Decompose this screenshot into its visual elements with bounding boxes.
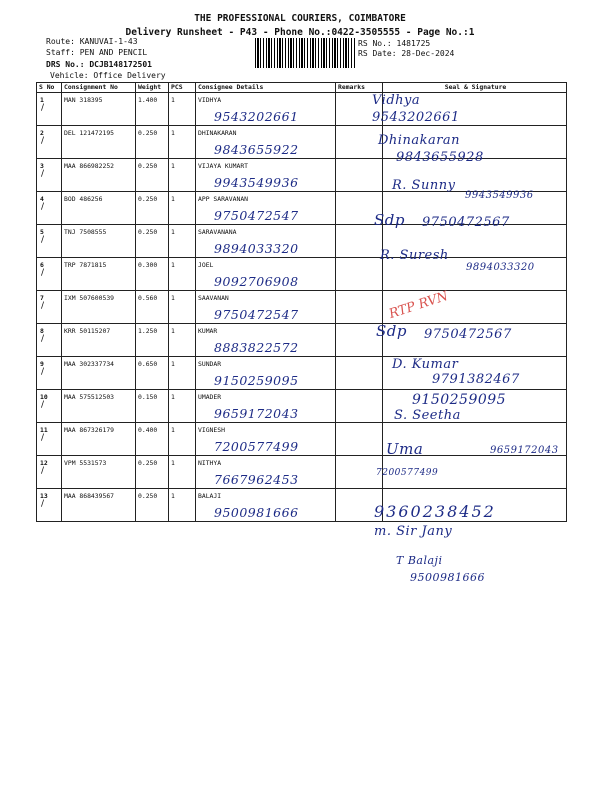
- row-weight: 0.150: [138, 393, 158, 401]
- row-remarks: [336, 390, 383, 423]
- signature-13: T Balaji: [396, 554, 443, 567]
- row-remarks: [336, 357, 383, 390]
- signature-1: Vidhya: [372, 93, 421, 108]
- runsheet-table: [36, 82, 567, 522]
- route-label: Route: KANUVAI-1-43: [46, 37, 138, 46]
- signature-2-phone: 9843655928: [396, 150, 484, 165]
- row-consignee: VIDHYA: [198, 96, 222, 104]
- row-consignee: JOEL: [198, 261, 214, 269]
- rs-number: RS No.: 1481725: [358, 39, 431, 48]
- row-consignment: MAA 867326179: [64, 426, 115, 434]
- signature-10-phone: 9659172043: [490, 445, 559, 456]
- row-consignment: MAA 868439567: [64, 492, 115, 500]
- tick-mark: /: [41, 169, 45, 179]
- row-consignee: SAAVANAN: [198, 294, 229, 302]
- tick-mark: /: [41, 301, 45, 311]
- handwritten-phone: 9543202661: [214, 109, 299, 124]
- handwritten-phone: 7200577499: [214, 439, 299, 454]
- staff-label: Staff: PEN AND PENCIL: [46, 48, 148, 57]
- barcode: [255, 38, 355, 68]
- table-row: [37, 159, 567, 192]
- row-remarks: [336, 159, 383, 192]
- row-sno: 12: [40, 459, 48, 467]
- row-pcs: 1: [171, 162, 175, 170]
- tick-mark: /: [41, 400, 45, 410]
- signature-9: S. Seetha: [394, 408, 461, 423]
- row-consignment: TNJ 7508555: [64, 228, 107, 236]
- table-row: [37, 423, 567, 456]
- vehicle-label: Vehicle: Office Delivery: [50, 71, 166, 80]
- row-weight: 1.400: [138, 96, 158, 104]
- col-signature: Seal & Signature: [383, 83, 567, 93]
- row-pcs: 1: [171, 459, 175, 467]
- signature-7: Sdp: [376, 322, 407, 340]
- rto-stamp: RTP RVN: [387, 288, 451, 323]
- row-weight: 1.250: [138, 327, 158, 335]
- row-consignment: MAA 302337734: [64, 360, 115, 368]
- signature-5: R. Suresh: [380, 248, 449, 263]
- tick-mark: /: [41, 268, 45, 278]
- handwritten-phone: 9150259095: [214, 373, 299, 388]
- row-sno: 11: [40, 426, 48, 434]
- row-pcs: 1: [171, 228, 175, 236]
- row-weight: 0.250: [138, 459, 158, 467]
- signature-8-phone: 9791382467: [432, 372, 520, 387]
- signature-11-phone: 7200577499: [376, 468, 439, 478]
- row-pcs: 1: [171, 327, 175, 335]
- handwritten-phone: 8883822572: [214, 340, 299, 355]
- row-consignment: MAA 866982252: [64, 162, 115, 170]
- row-consignment: KRR 50115207: [64, 327, 111, 335]
- row-sno: 8: [40, 327, 44, 335]
- row-consignee: APP SARAVANAN: [198, 195, 249, 203]
- row-sno: 9: [40, 360, 44, 368]
- tick-mark: /: [41, 499, 45, 509]
- tick-mark: /: [41, 136, 45, 146]
- row-sno: 4: [40, 195, 44, 203]
- row-remarks: [336, 423, 383, 456]
- tick-mark: /: [41, 367, 45, 377]
- row-remarks: [336, 258, 383, 291]
- row-consignee: UMADER: [198, 393, 222, 401]
- col-consignee: Consignee Details: [196, 83, 336, 93]
- rs-date: RS Date: 28-Dec-2024: [358, 49, 455, 58]
- col-weight: Weight: [136, 83, 169, 93]
- tick-mark: /: [41, 334, 45, 344]
- table-header-row: [37, 83, 567, 93]
- col-sno: S No: [37, 83, 62, 93]
- row-sno: 13: [40, 492, 48, 500]
- handwritten-phone: 9894033320: [214, 241, 299, 256]
- row-consignee: KUMAR: [198, 327, 218, 335]
- tick-mark: /: [41, 103, 45, 113]
- handwritten-phone: 9500981666: [214, 505, 299, 520]
- col-remarks: Remarks: [336, 83, 383, 93]
- row-pcs: 1: [171, 492, 175, 500]
- signature-12-phone: 9360238452: [374, 502, 496, 521]
- row-consignee: SUNDAR: [198, 360, 222, 368]
- row-consignment: TRP 7871815: [64, 261, 107, 269]
- row-pcs: 1: [171, 294, 175, 302]
- signature-8: D. Kumar: [392, 357, 459, 372]
- drs-number: DRS No.: DCJB148172501: [46, 60, 152, 69]
- row-consignee: DHINAKARAN: [198, 129, 237, 137]
- table-row: [37, 456, 567, 489]
- row-sno: 5: [40, 228, 44, 236]
- row-sno: 10: [40, 393, 48, 401]
- row-pcs: 1: [171, 426, 175, 434]
- table-row: [37, 291, 567, 324]
- signature-10: Uma: [386, 440, 424, 458]
- row-consignment: MAN 318395: [64, 96, 103, 104]
- handwritten-phone: 9750472547: [214, 307, 299, 322]
- table-row: [37, 93, 567, 126]
- row-consignment: MAA 575512503: [64, 393, 115, 401]
- row-pcs: 1: [171, 360, 175, 368]
- signature-3: R. Sunny: [392, 178, 456, 193]
- row-consignment: BOD 486256: [64, 195, 103, 203]
- row-consignee: NITHYA: [198, 459, 222, 467]
- row-weight: 0.250: [138, 129, 158, 137]
- row-sno: 2: [40, 129, 44, 137]
- signature-12: m. Sir Jany: [374, 524, 453, 539]
- row-weight: 0.400: [138, 426, 158, 434]
- signature-9-phone: 9150259095: [412, 392, 507, 408]
- row-consignment: VPM 5531573: [64, 459, 107, 467]
- signature-13-phone: 9500981666: [410, 571, 485, 584]
- row-remarks: [336, 291, 383, 324]
- row-pcs: 1: [171, 195, 175, 203]
- row-remarks: [336, 225, 383, 258]
- signature-1-phone: 9543202661: [372, 110, 460, 125]
- row-weight: 0.250: [138, 195, 158, 203]
- row-consignment: DEL 121472195: [64, 129, 115, 137]
- handwritten-phone: 9659172043: [214, 406, 299, 421]
- tick-mark: /: [41, 202, 45, 212]
- signature-4: Sdp: [374, 211, 405, 229]
- row-weight: 0.650: [138, 360, 158, 368]
- row-pcs: 1: [171, 129, 175, 137]
- row-consignee: SARAVANANA: [198, 228, 237, 236]
- handwritten-phone: 9092706908: [214, 274, 299, 289]
- row-pcs: 1: [171, 96, 175, 104]
- row-sno: 3: [40, 162, 44, 170]
- company-title: THE PROFESSIONAL COURIERS, COIMBATORE: [194, 13, 406, 24]
- runsheet-subtitle: Delivery Runsheet - P43 - Phone No.:0422-3505555 - Page No.:1: [125, 27, 475, 38]
- signature-5-phone: 9894033320: [466, 262, 535, 273]
- row-weight: 0.250: [138, 492, 158, 500]
- row-pcs: 1: [171, 393, 175, 401]
- tick-mark: /: [41, 466, 45, 476]
- row-weight: 0.250: [138, 162, 158, 170]
- row-consignee: VIGNESH: [198, 426, 225, 434]
- handwritten-phone: 9943549936: [214, 175, 299, 190]
- row-sno: 6: [40, 261, 44, 269]
- row-weight: 0.560: [138, 294, 158, 302]
- row-remarks: [336, 126, 383, 159]
- table-row: [37, 126, 567, 159]
- col-pcs: PCS: [169, 83, 196, 93]
- row-weight: 0.300: [138, 261, 158, 269]
- signature-7-phone: 9750472567: [424, 327, 512, 342]
- row-sno: 7: [40, 294, 44, 302]
- row-consignee: VIJAYA KUMART: [198, 162, 249, 170]
- row-sno: 1: [40, 96, 44, 104]
- tick-mark: /: [41, 433, 45, 443]
- signature-4-phone: 9750472567: [422, 215, 510, 230]
- tick-mark: /: [41, 235, 45, 245]
- handwritten-phone: 7667962453: [214, 472, 299, 487]
- col-consignment: Consignment No: [62, 83, 136, 93]
- row-weight: 0.250: [138, 228, 158, 236]
- row-consignee: BALAJI: [198, 492, 222, 500]
- handwritten-phone: 9843655922: [214, 142, 299, 157]
- signature-2: Dhinakaran: [378, 133, 461, 148]
- row-pcs: 1: [171, 261, 175, 269]
- signature-3-phone: 9943549936: [465, 190, 534, 201]
- row-consignment: IXM 507600539: [64, 294, 115, 302]
- handwritten-phone: 9750472547: [214, 208, 299, 223]
